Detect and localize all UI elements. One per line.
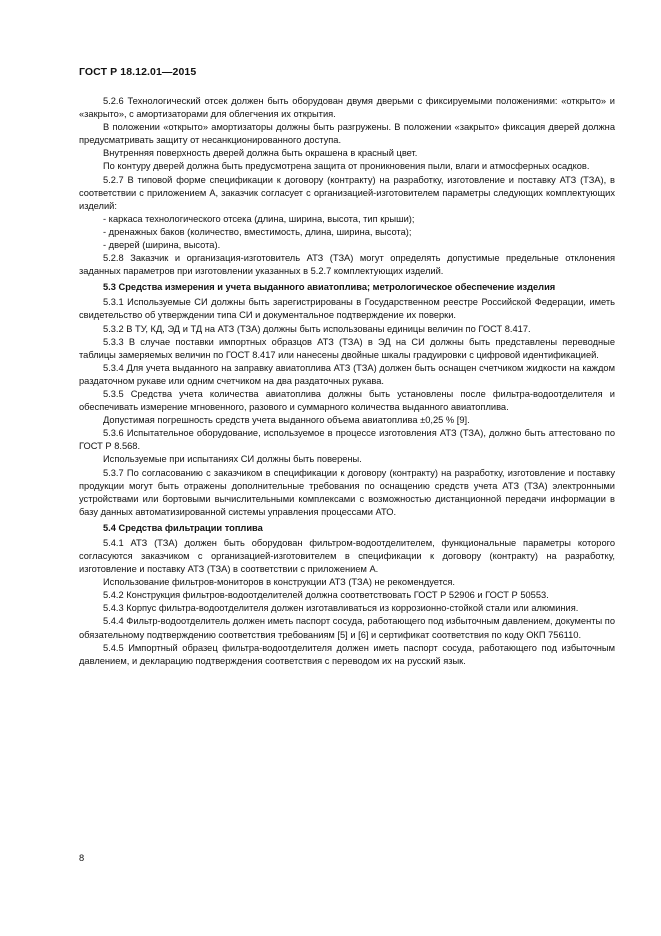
document-body: [79, 95, 615, 668]
paragraph: По контуру дверей должна быть предусмотрена защита от проникновения пыли, влаги и атмосферных осадков.: [103, 161, 590, 172]
paragraph: 5.3.7 По согласованию с заказчиком в спецификации к договору (контракту) на разработку, изготовление и поставку продукции могут быть отражены дополнительные требования по оснащению средств учета АТЗ (ТЗА) электронными устройствами или бортовыми вычислительными комплексами с возможностью дистанционной передачи информации в базу данных автоматизированной системы управления процессами АТО.: [79, 467, 615, 517]
paragraph: 5.2.8 Заказчик и организация-изготовитель АТЗ (ТЗА) могут определять допустимые предельные отклонения заданных параметров при изготовлении указанных в 5.2.7 комплектующих изделий.: [79, 253, 615, 277]
paragraph: 5.3.6 Испытательное оборудование, используемое в процессе изготовления АТЗ (ТЗА), должно быть аттестовано по ГОСТ Р 8.568.: [79, 428, 615, 452]
section-heading-5-3: 5.3 Средства измерения и учета выданного авиатоплива; метрологическое обеспечение изделия: [103, 282, 556, 293]
paragraph: 5.4.3 Корпус фильтра-водоотделителя должен изготавливаться из коррозионно-стойкой стали или алюминия.: [103, 603, 579, 614]
paragraph: 5.3.5 Средства учета количества авиатоплива должны быть установлены после фильтра-водоотделителя и обеспечивать измерение мгновенного, разового и суммарного количества выданного авиатоплива.: [79, 388, 615, 413]
paragraph: 5.4.5 Импортный образец фильтра-водоотделителя должен иметь паспорт сосуда, работающего под избыточным давлением, и декларацию подтверждения соответствия с переводом их на русский язык.: [79, 642, 615, 666]
paragraph: Использование фильтров-мониторов в конструкции АТЗ (ТЗА) не рекомендуется.: [103, 577, 456, 588]
paragraph: 5.2.7 В типовой форме спецификации к договору (контракту) на разработку, изготовление и поставку АТЗ (ТЗА), в соответствии с приложением А, заказчик согласует с организацией-изготовителем параметры следующих комплектующих изделий:: [79, 174, 615, 211]
paragraph: 5.4.2 Конструкция фильтров-водоотделителей должна соответствовать ГОСТ Р 52906 и ГОСТ Р 50553.: [103, 590, 549, 601]
paragraph: 5.3.2 В ТУ, КД, ЭД и ТД на АТЗ (ТЗА) должны быть использованы единицы величин по ГОСТ 8.417.: [103, 323, 531, 334]
paragraph: 5.3.4 Для учета выданного на заправку авиатоплива АТЗ (ТЗА) должен быть оснащен счетчиком жидкости на каждом раздаточном рукаве или одним счетчиком на два раздаточных рукава.: [79, 362, 615, 386]
section-heading-5-4: 5.4 Средства фильтрации топлива: [103, 522, 263, 533]
list-item: - каркаса технологического отсека (длина, ширина, высота, тип крыши);: [103, 213, 415, 224]
paragraph: 5.3.1 Используемые СИ должны быть зарегистрированы в Государственном реестре Российской Федерации, иметь свидетельство об утверждении типа СИ и документальное подтверждение их поверки.: [79, 297, 615, 321]
paragraph: 5.2.6 Технологический отсек должен быть оборудован двумя дверьми с фиксируемыми положениями: «открыто» и «закрыто», с амортизаторами для облегчения их открытия.: [79, 96, 615, 120]
paragraph: Используемые при испытаниях СИ должны быть поверены.: [103, 454, 362, 465]
page-number: 8: [79, 853, 85, 863]
list-item: - дренажных баков (количество, вместимость, длина, ширина, высота);: [103, 226, 412, 237]
paragraph: В положении «открыто» амортизаторы должны быть разгружены. В положении «закрыто» фиксация дверей должна предусматривать защиту от несанкционированного доступа.: [79, 122, 615, 146]
paragraph: 5.3.3 В случае поставки импортных образцов АТЗ (ТЗА) в ЭД на СИ должны быть представлены переводные таблицы замеряемых величин по ГОСТ 8.417 или нанесены двойные шкалы градуировки с цифровой идентификацией.: [79, 336, 615, 360]
list-item: - дверей (ширина, высота).: [103, 240, 221, 251]
paragraph: 5.4.1 АТЗ (ТЗА) должен быть оборудован фильтром-водоотделителем, функциональные параметры которого согласуются заказчиком с организацией-изготовителем в спецификации к договору (контракту) на разработку, изготовление и поставку АТЗ (ТЗА) в соответствии с приложением А.: [79, 537, 615, 575]
paragraph: Допустимая погрешность средств учета выданного объема авиатоплива ±0,25 % [9].: [103, 415, 470, 426]
paragraph: 5.4.4 Фильтр-водоотделитель должен иметь паспорт сосуда, работающего под избыточным давлением, документы по обязательному подтверждению соответствия требованиям [5] и [6] и сертификат соответствия по коду ОКП 756110.: [79, 616, 615, 640]
paragraph: Внутренняя поверхность дверей должна быть окрашена в красный цвет.: [103, 148, 418, 159]
document-header: ГОСТ Р 18.12.01—2015: [79, 66, 197, 78]
